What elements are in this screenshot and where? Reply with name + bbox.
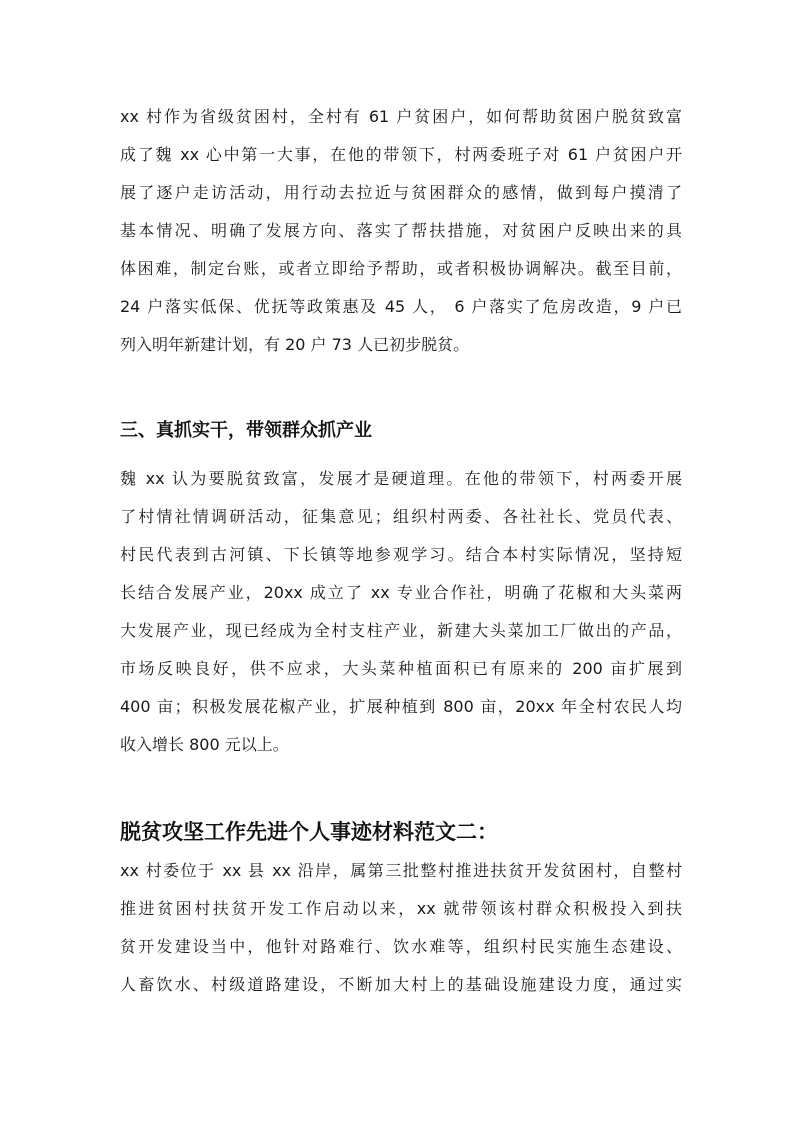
text-line: xx 村作为省级贫困村，全村有 61 户贫困户，如何帮助贫困户脱贫致富 xyxy=(120,107,682,126)
text-line: 列入明年新建计划，有 20 户 73 人已初步脱贫。 xyxy=(120,335,470,354)
text-line: 24 户落实低保、优抚等政策惠及 45 人， 6 户落实了危房改造，9 户已 xyxy=(120,297,682,316)
text-line: 展了逐户走访活动，用行动去拉近与贫困群众的感情，做到每户摸清了 xyxy=(120,183,682,202)
text-line: 贫开发建设当中，他针对路难行、饮水难等，组织村民实施生态建设、 xyxy=(120,937,682,956)
text-line: 推进贫困村扶贫开发工作启动以来，xx 就带领该村群众积极投入到扶 xyxy=(120,899,682,918)
text-line: 魏 xx 认为要脱贫致富，发展才是硬道理。在他的带领下，村两委开展 xyxy=(120,469,682,488)
paragraph-industry-development xyxy=(120,460,682,764)
text-line: 长结合发展产业，20xx 成立了 xx 专业合作社，明确了花椒和大头菜两 xyxy=(120,583,682,602)
text-line: 大发展产业，现已经成为全村支柱产业，新建大头菜加工厂做出的产品， xyxy=(120,621,682,640)
text-line: 了村情社情调研活动，征集意见；组织村两委、各社社长、党员代表、 xyxy=(120,507,682,526)
text-line: 收入增长 800 元以上。 xyxy=(120,735,289,754)
text-line: 基本情况、明确了发展方向、落实了帮扶措施，对贫困户反映出来的具 xyxy=(120,221,682,240)
main-heading: 脱贫攻坚工作先进个人事迹材料范文二： xyxy=(120,819,498,844)
paragraph-poverty-households xyxy=(120,98,682,364)
text-line: 村民代表到古河镇、下长镇等地参观学习。结合本村实际情况，坚持短 xyxy=(120,545,682,564)
text-line: 400 亩；积极发展花椒产业，扩展种植到 800 亩，20xx 年全村农民人均 xyxy=(120,697,682,716)
text-line: xx 村委位于 xx 县 xx 沿岸，属第三批整村推进扶贫开发贫困村，自整村 xyxy=(120,861,682,880)
text-line: 人畜饮水、村级道路建设，不断加大村上的基础设施建设力度，通过实 xyxy=(120,975,682,994)
paragraph-village-committee xyxy=(120,852,682,1004)
text-line: 体困难，制定台账，或者立即给予帮助，或者积极协调解决。截至目前， xyxy=(120,259,682,278)
section-heading: 三、真抓实干，带领群众抓产业 xyxy=(120,420,372,441)
text-line: 成了魏 xx 心中第一大事，在他的带领下，村两委班子对 61 户贫困户开 xyxy=(120,145,682,164)
text-line: 市场反映良好，供不应求，大头菜种植面积已有原来的 200 亩扩展到 xyxy=(120,659,682,678)
